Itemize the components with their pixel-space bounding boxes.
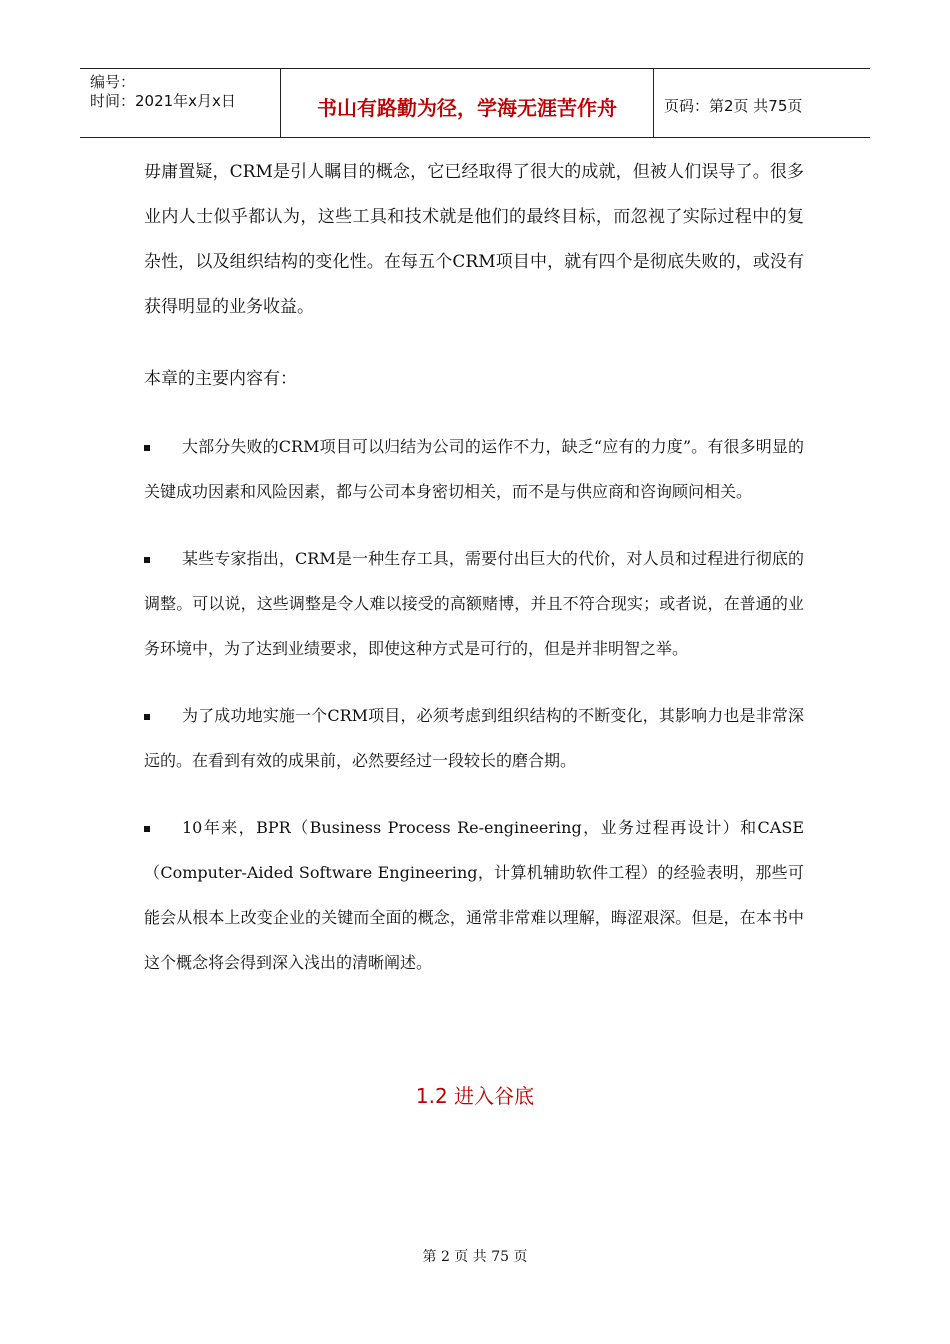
- square-bullet-icon: [144, 826, 150, 832]
- bullet-item: [144, 424, 804, 514]
- intro-paragraph: 毋庸置疑，CRM是引人瞩目的概念，它已经取得了很大的成就，但被人们误导了。很多业内人士似乎都认为，这些工具和技术就是他们的最终目标，而忽视了实际过程中的复杂性，以及组织结构的变化性。在每五个CRM项目中，就有四个是彻底失败的，或没有获得明显的业务收益。: [144, 162, 804, 317]
- bullet-text: 10年来，BPR（Business Process Re-engineering，业务过程再设计）和CASE（Computer-Aided Software Engineering，计算机辅助软件工程）的经验表明，那些可能会从根本上改变企业的关键而全面的概念，通常非常难以理解，晦涩艰深。但是，在本书中这个概念将会得到深入浅出的清晰阐述。: [144, 818, 804, 972]
- document-code-label: 编号：: [90, 73, 136, 91]
- bullet-text: 为了成功地实施一个CRM项目，必须考虑到组织结构的不断变化，其影响力也是非常深远的。在看到有效的成果前，必然要经过一段较长的磨合期。: [144, 706, 804, 770]
- document-date: 时间：2021年x月x日: [90, 92, 236, 110]
- square-bullet-icon: [144, 557, 150, 563]
- header-motto: 书山有路勤为径，学海无涯苦作舟: [281, 69, 654, 137]
- square-bullet-icon: [144, 714, 150, 720]
- section-heading: 1.2 进入谷底: [415, 1084, 535, 1108]
- bullet-item: [144, 536, 804, 671]
- bullet-item: [144, 693, 804, 783]
- bullet-item: [144, 805, 804, 985]
- bullet-text: 大部分失败的CRM项目可以归结为公司的运作不力，缺乏“应有的力度”。有很多明显的关键成功因素和风险因素，都与公司本身密切相关，而不是与供应商和咨询顾问相关。: [144, 437, 804, 501]
- square-bullet-icon: [144, 445, 150, 451]
- page-footer: 第 2 页 共 75 页: [422, 1249, 528, 1265]
- header-page-info: 页码：第2页 共75页: [664, 96, 803, 115]
- page-header: [80, 68, 870, 138]
- chapter-contents-lead: 本章的主要内容有：: [144, 369, 297, 389]
- bullet-text: 某些专家指出，CRM是一种生存工具，需要付出巨大的代价，对人员和过程进行彻底的调整。可以说，这些调整是令人难以接受的高额赌博，并且不符合现实；或者说，在普通的业务环境中，为了达到业绩要求，即使这种方式是可行的，但是并非明智之举。: [144, 549, 804, 658]
- header-meta: [80, 69, 281, 137]
- main-content: [144, 150, 804, 985]
